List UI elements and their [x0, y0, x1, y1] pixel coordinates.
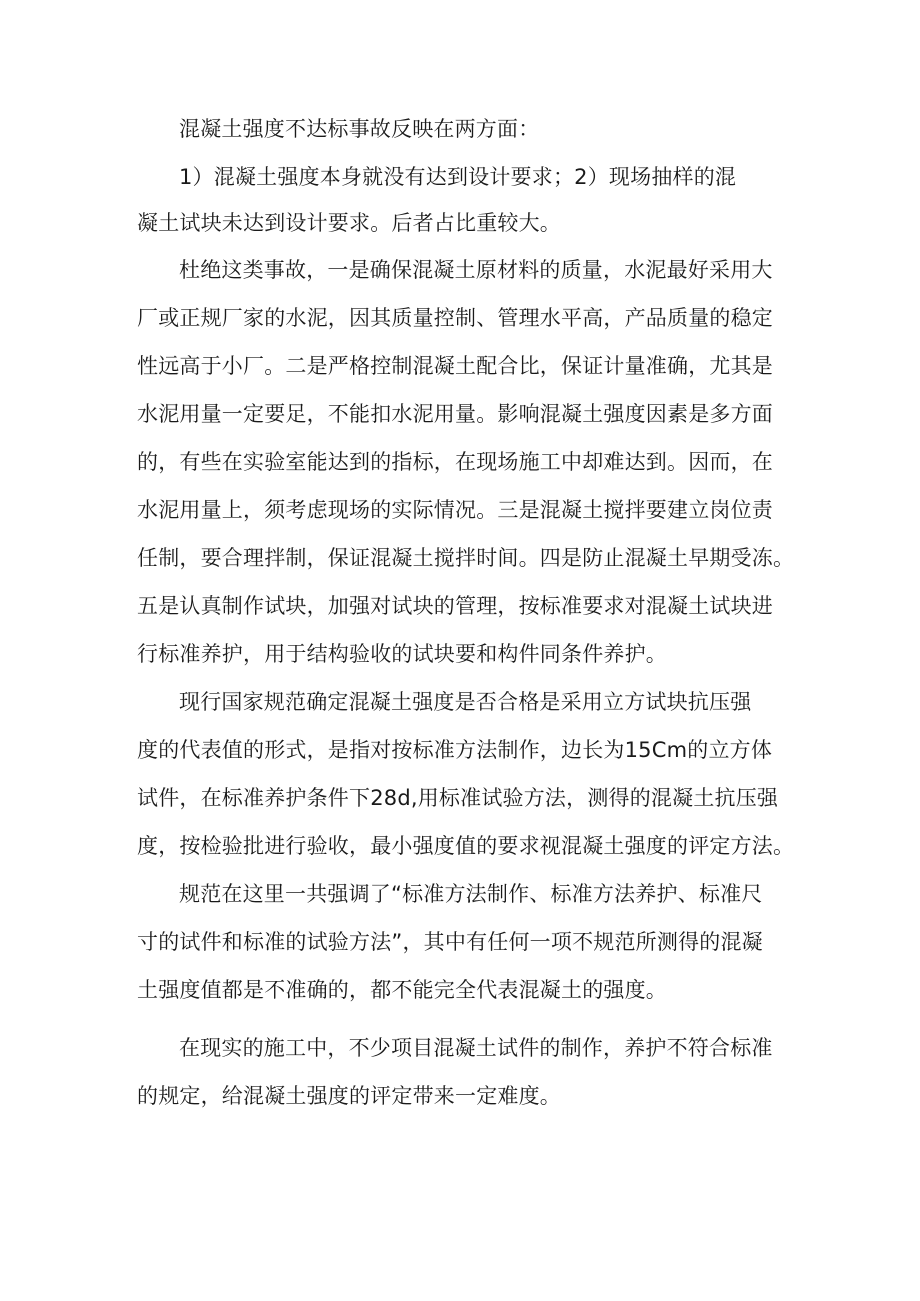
text-line: 性远高于小厂。二是严格控制混凝土配合比，保证计量准确，尤其是	[137, 354, 773, 378]
text-line: 混凝土强度不达标事故反映在两方面：	[179, 117, 540, 141]
text-line: 厂或正规厂家的水泥，因其质量控制、管理水平高，产品质量的稳定	[137, 306, 773, 330]
text-line: 杜绝这类事故，一是确保混凝土原材料的质量，水泥最好采用大	[179, 258, 773, 282]
text-line: 寸的试件和标准的试验方法”，其中有任何一项不规范所测得的混凝	[137, 930, 763, 954]
text-line: 度，按检验批进行验收，最小强度值的要求视混凝土强度的评定方法。	[137, 834, 795, 858]
text-line: 凝土试块未达到设计要求。后者占比重较大。	[137, 211, 561, 235]
text-line: 的规定，给混凝土强度的评定带来一定难度。	[137, 1084, 561, 1108]
text-line: 在现实的施工中，不少项目混凝土试件的制作，养护不符合标准	[179, 1036, 773, 1060]
text-line: 1）混凝土强度本身就没有达到设计要求；2）现场抽样的混	[179, 165, 737, 189]
text-line: 规范在这里一共强调了“标准方法制作、标准方法养护、标准尺	[179, 882, 763, 906]
text-line: 水泥用量一定要足，不能扣水泥用量。影响混凝土强度因素是多方面	[137, 402, 773, 426]
text-line: 水泥用量上，须考虑现场的实际情况。三是混凝土搅拌要建立岗位责	[137, 498, 773, 522]
text-line: 五是认真制作试块，加强对试块的管理，按标准要求对混凝土试块进	[137, 594, 773, 618]
text-line: 任制，要合理拌制，保证混凝土搅拌时间。四是防止混凝土早期受冻。	[137, 546, 795, 570]
text-line: 现行国家规范确定混凝土强度是否合格是采用立方试块抗压强	[179, 690, 752, 714]
text-line: 度的代表值的形式，是指对按标准方法制作，边长为15Cm的立方体	[137, 738, 773, 762]
text-line: 试件，在标准养护条件下28d,用标准试验方法，测得的混凝土抗压强	[137, 786, 779, 810]
text-line: 行标准养护，用于结构验收的试块要和构件同条件养护。	[137, 642, 667, 666]
text-line: 土强度值都是不准确的，都不能完全代表混凝土的强度。	[137, 978, 667, 1002]
text-line: 的，有些在实验室能达到的指标，在现场施工中却难达到。因而，在	[137, 450, 773, 474]
